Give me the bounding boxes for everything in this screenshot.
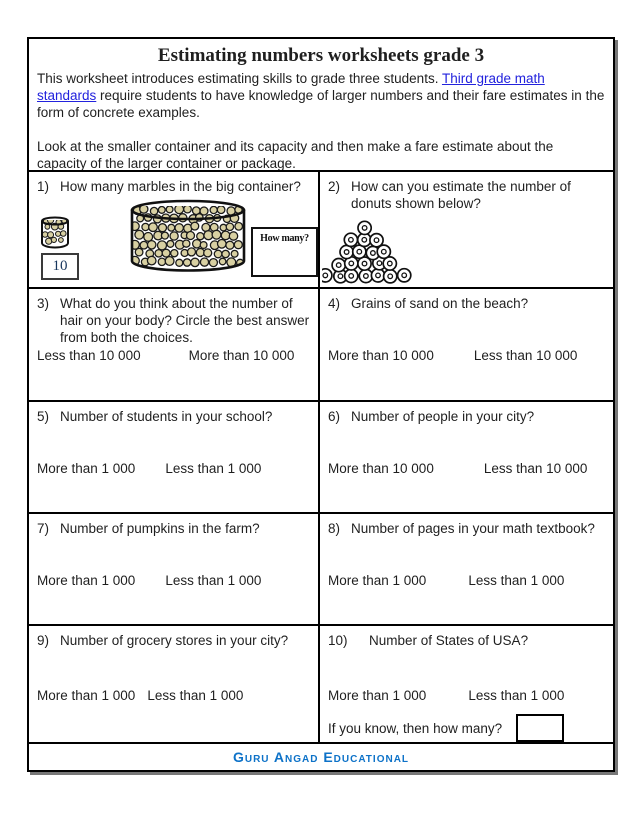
big-marble-container-image — [129, 199, 247, 277]
question-number: 3) — [37, 296, 50, 311]
footer-cell — [29, 742, 613, 770]
question-number: 4) — [328, 296, 341, 311]
question-text: Number of pages in your math textbook? — [351, 521, 595, 536]
choice-left: More than 1 000 — [37, 573, 136, 588]
question-cell-5 — [29, 400, 320, 512]
question-cell-2 — [320, 170, 613, 287]
choice-left: More than 1 000 — [37, 688, 136, 703]
question-text: Number of pumpkins in the farm? — [60, 521, 260, 536]
question-number: 8) — [328, 521, 341, 536]
choice-right: More than 10 000 — [188, 348, 295, 363]
question-text: Number of people in your city? — [351, 409, 535, 424]
intro-paragraph — [37, 70, 605, 121]
footer-brand: Guru Angad Educational — [232, 748, 410, 765]
choice-left: More than 10 000 — [328, 348, 434, 363]
question-cell-8 — [320, 512, 613, 624]
choice-right: Less than 10 000 — [473, 348, 578, 363]
question-text: How can you estimate the number of donuts shown below? — [351, 179, 571, 211]
donut-pile-image — [322, 220, 414, 284]
header-cell — [29, 39, 613, 170]
choice-right: Less than 1 000 — [165, 461, 262, 476]
question-number: 9) — [37, 633, 50, 648]
question-text: What do you think about the number of hair on your body? Circle the best answer from both the choices. — [60, 296, 310, 345]
choice-right: Less than 10 000 — [483, 461, 588, 476]
question-text: How many marbles in the big container? — [60, 179, 301, 194]
question-cell-7 — [29, 512, 320, 624]
question-cell-1 — [29, 170, 320, 287]
choice-left: More than 1 000 — [328, 573, 427, 588]
choice-right: Less than 1 000 — [147, 688, 244, 703]
marble-count: 10 — [52, 258, 68, 274]
choice-right: Less than 1 000 — [165, 573, 262, 588]
question-text: Grains of sand on the beach? — [351, 296, 529, 311]
question-text: Number of grocery stores in your city? — [60, 633, 289, 648]
third-grade-standards-link[interactable]: Third grade math standards — [37, 71, 545, 103]
question-text: Number of students in your school? — [60, 409, 273, 424]
choice-left: Less than 10 000 — [37, 348, 141, 363]
how-many-box — [251, 227, 318, 277]
question-cell-10 — [320, 624, 613, 742]
question-cell-3 — [29, 287, 320, 400]
question-cell-9 — [29, 624, 320, 742]
small-marble-container-image — [40, 216, 70, 250]
choice-right: Less than 1 000 — [468, 573, 565, 588]
question-number: 10) — [328, 633, 348, 648]
instructions-paragraph: Look at the smaller container and its capacity and then make a fare estimate about the capacity of the larger container or package. — [37, 139, 554, 171]
choice-left: More than 1 000 — [328, 688, 427, 703]
followup-question: If you know, then how many? — [328, 720, 503, 736]
question-number: 5) — [37, 409, 50, 424]
choice-left: More than 1 000 — [37, 461, 136, 476]
answer-box — [516, 714, 564, 742]
question-text: Number of States of USA? — [369, 633, 529, 648]
choice-right: Less than 1 000 — [468, 688, 565, 703]
intro-text-after: require students to have knowledge of larger numbers and their fare estimates in the form of concrete examples. — [37, 88, 605, 120]
question-cell-6 — [320, 400, 613, 512]
how-many-label: How many? — [260, 233, 309, 244]
worksheet-title: Estimating numbers worksheets grade 3 — [157, 45, 485, 66]
question-cell-4 — [320, 287, 613, 400]
question-number: 7) — [37, 521, 50, 536]
question-number: 1) — [37, 179, 50, 194]
marble-count-box — [41, 253, 79, 280]
worksheet-table — [27, 37, 615, 772]
question-number: 6) — [328, 409, 341, 424]
choice-left: More than 10 000 — [328, 461, 434, 476]
question-number: 2) — [328, 179, 341, 194]
intro-text-before: This worksheet introduces estimating skills to grade three students. — [37, 71, 442, 86]
